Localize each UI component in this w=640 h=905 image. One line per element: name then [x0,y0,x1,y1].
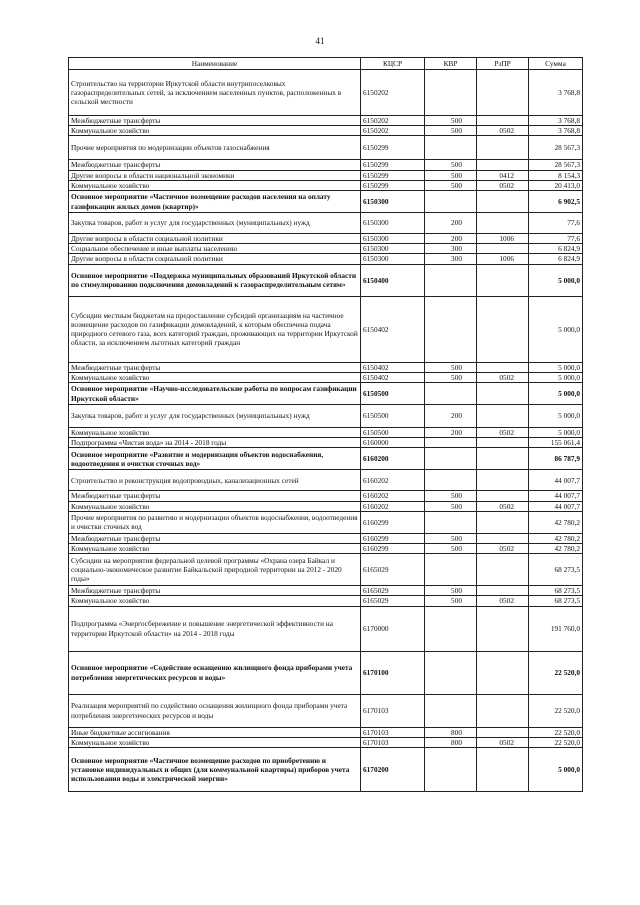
row-kcsr-cell: 6165029 [361,586,425,596]
row-kcsr-cell: 6170103 [361,727,425,737]
row-rzpr-cell [477,606,529,651]
row-kvr-cell: 500 [425,596,477,606]
row-name-cell: Закупка товаров, работ и услуг для государственных (муниципальных) нужд [69,405,361,428]
table-row [69,533,583,543]
row-name-cell: Коммунальное хозяйство [69,428,361,438]
row-kcsr-cell: 6160299 [361,533,425,543]
row-kcsr-cell: 6150402 [361,372,425,382]
row-rzpr-cell [477,748,529,792]
row-name-cell: Подпрограмма «Чистая вода» на 2014 - 2018 годы [69,438,361,448]
row-kvr-cell: 800 [425,737,477,747]
row-rzpr-cell: 0502 [477,596,529,606]
row-sum-cell: 68 273,5 [529,554,583,586]
row-sum-cell: 5 000,0 [529,372,583,382]
header-name: Наименование [69,58,361,70]
row-sum-cell: 5 000,0 [529,362,583,372]
row-kcsr-cell: 6150300 [361,244,425,254]
row-kcsr-cell: 6150402 [361,296,425,362]
table-row [69,737,583,747]
row-rzpr-cell [477,511,529,533]
row-kvr-cell: 500 [425,126,477,136]
row-rzpr-cell: 0412 [477,170,529,180]
row-name-cell: Коммунальное хозяйство [69,501,361,511]
table-row [69,296,583,362]
row-kvr-cell [425,448,477,470]
row-rzpr-cell [477,448,529,470]
row-kvr-cell: 200 [425,213,477,234]
row-kcsr-cell: 6165029 [361,554,425,586]
table-row [69,596,583,606]
row-kvr-cell: 500 [425,180,477,190]
row-name-cell: Коммунальное хозяйство [69,180,361,190]
row-name-cell: Коммунальное хозяйство [69,544,361,554]
table-row [69,586,583,596]
table-row [69,191,583,213]
row-kcsr-cell: 6165029 [361,596,425,606]
row-kvr-cell [425,383,477,405]
table-row [69,136,583,160]
row-kvr-cell: 300 [425,254,477,264]
row-rzpr-cell: 0502 [477,372,529,382]
row-rzpr-cell [477,554,529,586]
row-kcsr-cell: 6160200 [361,448,425,470]
row-kcsr-cell: 6160299 [361,511,425,533]
row-kvr-cell [425,606,477,651]
table-row [69,727,583,737]
table-row [69,748,583,792]
table-row [69,694,583,727]
row-name-cell: Иные бюджетные ассигнования [69,727,361,737]
row-rzpr-cell [477,70,529,116]
row-kvr-cell [425,748,477,792]
table-row [69,244,583,254]
row-kvr-cell: 500 [425,544,477,554]
row-sum-cell: 42 780,2 [529,544,583,554]
row-rzpr-cell [477,244,529,254]
row-name-cell: Межбюджетные трансферты [69,586,361,596]
header-rzpr: РзПР [477,58,529,70]
row-sum-cell: 77,6 [529,234,583,244]
row-name-cell: Основное мероприятие «Частичное возмещение расходов населения на оплату газификации жилых домов (квартир)» [69,191,361,213]
row-rzpr-cell [477,160,529,170]
row-name-cell: Коммунальное хозяйство [69,372,361,382]
row-name-cell: Субсидии на мероприятия федеральной целевой программы «Охрана озера Байкал и социально-экономическое развитие Байкальской природной территории на 2012 - 2020 годы» [69,554,361,586]
row-rzpr-cell [477,264,529,296]
row-sum-cell: 6 824,9 [529,254,583,264]
row-kvr-cell [425,554,477,586]
table-row [69,554,583,586]
row-kvr-cell [425,191,477,213]
row-sum-cell: 20 413,0 [529,180,583,190]
row-rzpr-cell: 0502 [477,501,529,511]
row-name-cell: Основное мероприятие «Поддержка муниципальных образований Иркутской области по стимулированию подключения домовладений к газораспределительным сетям» [69,264,361,296]
table-row [69,501,583,511]
table-header-row [69,58,583,70]
table-row [69,70,583,116]
row-kcsr-cell: 6150500 [361,428,425,438]
table-row [69,234,583,244]
row-kcsr-cell: 6150299 [361,136,425,160]
header-kcsr: КЦСР [361,58,425,70]
row-kcsr-cell: 6150400 [361,264,425,296]
row-rzpr-cell [477,694,529,727]
row-rzpr-cell [477,213,529,234]
row-kvr-cell: 800 [425,727,477,737]
row-sum-cell: 8 154,3 [529,170,583,180]
row-name-cell: Межбюджетные трансферты [69,116,361,126]
row-sum-cell: 44 007,7 [529,491,583,501]
table-row [69,213,583,234]
row-rzpr-cell: 0502 [477,737,529,747]
table-row [69,264,583,296]
row-kvr-cell: 500 [425,116,477,126]
row-name-cell: Основное мероприятие «Научно-исследовательские работы по вопросам газификации Иркутской области» [69,383,361,405]
row-kvr-cell [425,70,477,116]
row-rzpr-cell [477,362,529,372]
row-rzpr-cell [477,438,529,448]
row-sum-cell: 42 780,2 [529,511,583,533]
row-rzpr-cell [477,651,529,694]
row-kcsr-cell: 6160299 [361,544,425,554]
row-rzpr-cell [477,491,529,501]
row-sum-cell: 5 000,0 [529,748,583,792]
table-row [69,254,583,264]
table-row [69,511,583,533]
row-kvr-cell: 500 [425,372,477,382]
row-kvr-cell: 200 [425,428,477,438]
table-row [69,651,583,694]
row-kcsr-cell: 6150202 [361,70,425,116]
row-kvr-cell [425,296,477,362]
row-sum-cell: 5 000,0 [529,296,583,362]
table-row [69,405,583,428]
table-row [69,170,583,180]
row-kvr-cell: 300 [425,244,477,254]
row-kvr-cell: 500 [425,160,477,170]
row-kvr-cell [425,651,477,694]
table-row [69,428,583,438]
row-sum-cell: 68 273,5 [529,596,583,606]
row-kcsr-cell: 6150202 [361,126,425,136]
row-kcsr-cell: 6160202 [361,491,425,501]
row-rzpr-cell: 0502 [477,126,529,136]
row-rzpr-cell [477,116,529,126]
row-kvr-cell [425,438,477,448]
row-sum-cell: 68 273,5 [529,586,583,596]
header-kvr: КВР [425,58,477,70]
row-sum-cell: 3 768,8 [529,70,583,116]
table-row [69,606,583,651]
row-kcsr-cell: 6160000 [361,438,425,448]
row-kvr-cell [425,470,477,491]
row-kcsr-cell: 6150402 [361,362,425,372]
row-sum-cell: 3 768,8 [529,116,583,126]
row-kcsr-cell: 6160202 [361,501,425,511]
row-sum-cell: 22 520,0 [529,727,583,737]
row-kvr-cell [425,264,477,296]
row-kcsr-cell: 6170000 [361,606,425,651]
row-rzpr-cell [477,383,529,405]
row-name-cell: Коммунальное хозяйство [69,737,361,747]
row-sum-cell: 6 902,5 [529,191,583,213]
row-name-cell: Строительство на территории Иркутской области внутрипоселковых газораспределительных сетей, за исключением населенных пунктов, расположенных в сельской местности [69,70,361,116]
row-rzpr-cell [477,405,529,428]
row-kvr-cell: 500 [425,362,477,372]
row-kvr-cell: 200 [425,234,477,244]
row-name-cell: Подпрограмма «Энергосбережение и повышение энергетической эффективности на территории Иркутской области» на 2014 - 2018 годы [69,606,361,651]
row-rzpr-cell: 1006 [477,234,529,244]
table-row [69,160,583,170]
row-kvr-cell [425,511,477,533]
row-name-cell: Другие вопросы в области национальной экономики [69,170,361,180]
row-kcsr-cell: 6150299 [361,170,425,180]
row-name-cell: Основное мероприятие «Развитие и модернизация объектов водоснабжения, водоотведения и очистки сточных вод» [69,448,361,470]
table-row [69,126,583,136]
row-name-cell: Строительство и реконструкция водопроводных, канализационных сетей [69,470,361,491]
row-kvr-cell: 200 [425,405,477,428]
row-name-cell: Коммунальное хозяйство [69,596,361,606]
table-row [69,448,583,470]
header-sum: Сумма [529,58,583,70]
row-sum-cell: 5 000,0 [529,405,583,428]
row-name-cell: Межбюджетные трансферты [69,362,361,372]
row-sum-cell: 28 567,3 [529,136,583,160]
row-sum-cell: 5 000,0 [529,383,583,405]
table-row [69,383,583,405]
row-kcsr-cell: 6160202 [361,470,425,491]
table-row [69,544,583,554]
row-kcsr-cell: 6150300 [361,213,425,234]
row-name-cell: Закупка товаров, работ и услуг для государственных (муниципальных) нужд [69,213,361,234]
table-row [69,362,583,372]
row-rzpr-cell: 0502 [477,544,529,554]
row-kvr-cell: 500 [425,170,477,180]
row-sum-cell: 44 007,7 [529,470,583,491]
row-name-cell: Прочие мероприятия по модернизации объектов газоснабжения [69,136,361,160]
row-kvr-cell: 500 [425,586,477,596]
row-sum-cell: 6 824,9 [529,244,583,254]
row-kcsr-cell: 6170103 [361,694,425,727]
row-sum-cell: 86 787,9 [529,448,583,470]
page-number: 41 [315,36,325,46]
row-sum-cell: 77,6 [529,213,583,234]
row-kvr-cell: 500 [425,501,477,511]
row-kcsr-cell: 6170200 [361,748,425,792]
table-row [69,438,583,448]
row-rzpr-cell [477,296,529,362]
row-sum-cell: 42 780,2 [529,533,583,543]
row-sum-cell: 155 061,4 [529,438,583,448]
row-name-cell: Субсидии местным бюджетам на предоставление субсидий организациям на частичное возмещение расходов по газификации домовладений, к которым обеспечена подача природного сетевого газа, всех категорий граждан, проживающих на территории Иркутской области, за исключением льготных категорий граждан [69,296,361,362]
row-rzpr-cell [477,470,529,491]
row-sum-cell: 5 000,0 [529,428,583,438]
row-kcsr-cell: 6150300 [361,234,425,244]
row-sum-cell: 28 567,3 [529,160,583,170]
table-row [69,180,583,190]
row-sum-cell: 44 007,7 [529,501,583,511]
row-name-cell: Социальное обеспечение и иные выплаты населению [69,244,361,254]
row-kcsr-cell: 6170100 [361,651,425,694]
row-name-cell: Реализация мероприятий по содействию оснащения жилищного фонда приборами учета потребления энергетических ресурсов и воды [69,694,361,727]
row-sum-cell: 22 520,0 [529,737,583,747]
row-sum-cell: 22 520,0 [529,694,583,727]
row-rzpr-cell: 0502 [477,180,529,190]
row-name-cell: Межбюджетные трансферты [69,491,361,501]
row-rzpr-cell: 1006 [477,254,529,264]
row-sum-cell: 3 768,8 [529,126,583,136]
row-kcsr-cell: 6150202 [361,116,425,126]
row-sum-cell: 5 000,0 [529,264,583,296]
row-rzpr-cell [477,727,529,737]
table-body [69,70,583,792]
row-kcsr-cell: 6150500 [361,405,425,428]
budget-table [68,57,583,792]
row-name-cell: Основное мероприятие «Содействие оснащению жилищного фонда приборами учета потребления энергетических ресурсов и воды» [69,651,361,694]
row-kcsr-cell: 6150300 [361,254,425,264]
row-sum-cell: 22 520,0 [529,651,583,694]
row-name-cell: Прочие мероприятия по развитию и модернизации объектов водоснабжения, водоотведения и очистки сточных вод [69,511,361,533]
row-name-cell: Межбюджетные трансферты [69,160,361,170]
row-kcsr-cell: 6150299 [361,180,425,190]
table-row [69,470,583,491]
row-kcsr-cell: 6150299 [361,160,425,170]
row-name-cell: Основное мероприятие «Частичное возмещение расходов по приобретению и установке индивидуальных и общих (для коммунальной квартиры) приборов учета использования воды и электрической энергии» [69,748,361,792]
row-kcsr-cell: 6150300 [361,191,425,213]
table-row [69,116,583,126]
row-kcsr-cell: 6150500 [361,383,425,405]
row-rzpr-cell: 0502 [477,428,529,438]
row-rzpr-cell [477,533,529,543]
row-name-cell: Другие вопросы в области социальной политики [69,234,361,244]
table-row [69,372,583,382]
row-kvr-cell: 500 [425,491,477,501]
row-sum-cell: 191 760,0 [529,606,583,651]
row-name-cell: Межбюджетные трансферты [69,533,361,543]
row-name-cell: Другие вопросы в области социальной политики [69,254,361,264]
row-kvr-cell [425,694,477,727]
table-row [69,491,583,501]
row-rzpr-cell [477,136,529,160]
row-rzpr-cell [477,191,529,213]
row-name-cell: Коммунальное хозяйство [69,126,361,136]
row-kvr-cell: 500 [425,533,477,543]
row-kvr-cell [425,136,477,160]
row-rzpr-cell [477,586,529,596]
row-kcsr-cell: 6170103 [361,737,425,747]
